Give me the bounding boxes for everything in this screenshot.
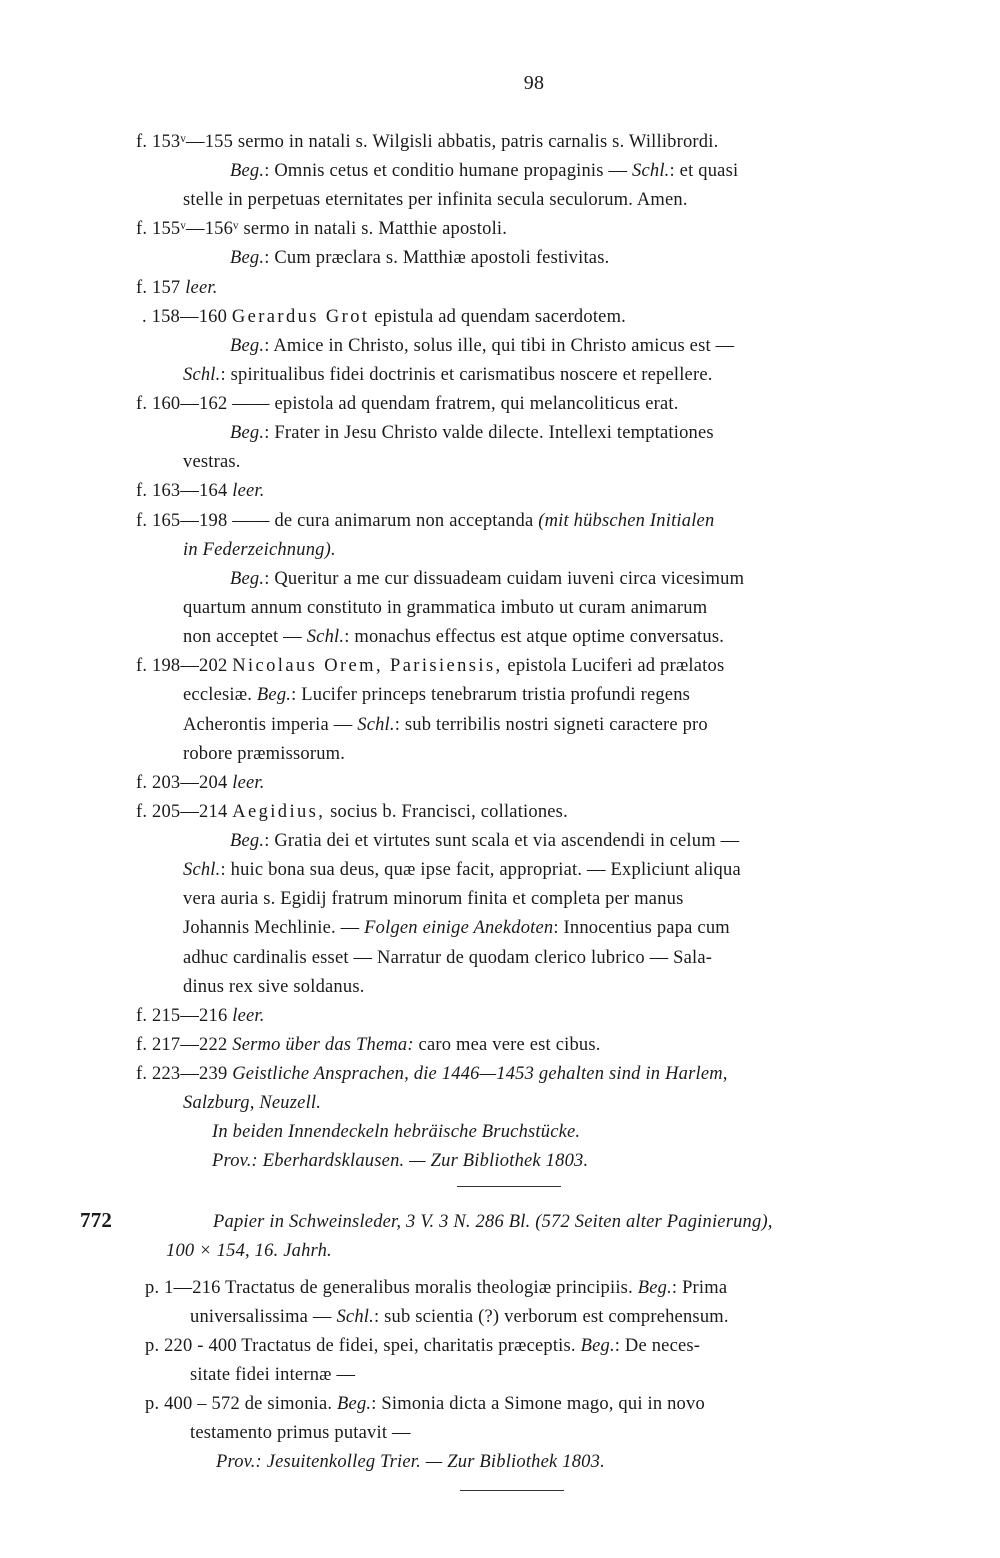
entry-line: Salzburg, Neuzell.	[183, 1093, 322, 1113]
entry-line: Schl.: spiritualibus fidei doctrinis et carismatibus noscere et repellere.	[183, 365, 713, 385]
entry-line: Beg.: Queritur a me cur dissuadeam cuidam iuveni circa vicesimum	[230, 569, 745, 589]
entry-line: Beg.: Frater in Jesu Christo valde dilecte. Intellexi temptationes	[230, 423, 714, 443]
entry-line: f. 163—164 leer.	[136, 481, 265, 501]
entry-line: sitate fidei internæ —	[190, 1365, 356, 1385]
entry-line: f. 217—222 Sermo über das Thema: caro mea vere est cibus.	[136, 1035, 601, 1055]
entry-line: . 158—160 Gerardus Grot epistula ad quendam sacerdotem.	[142, 307, 626, 327]
entry-line: f. 215—216 leer.	[136, 1006, 265, 1026]
entry-line: vestras.	[183, 452, 241, 472]
entry-line: Schl.: huic bona sua deus, quæ ipse facit, appropriat. — Expliciunt aliqua	[183, 860, 741, 880]
entry-line: f. 198—202 Nicolaus Orem, Parisiensis, epistola Luciferi ad prælatos	[136, 656, 725, 676]
entry-line: p. 400 – 572 de simonia. Beg.: Simonia dicta a Simone mago, qui in novo	[145, 1394, 705, 1414]
entry-line: Beg.: Gratia dei et virtutes sunt scala et via ascendendi in celum —	[230, 831, 740, 851]
entry-line: universalissima — Schl.: sub scientia (?) verborum est comprehensum.	[190, 1307, 729, 1327]
entry-line: in Federzeichnung).	[183, 540, 336, 560]
entry-line: robore præmissorum.	[183, 744, 346, 764]
entry-line: testamento primus putavit —	[190, 1423, 411, 1443]
entry-line: Prov.: Jesuitenkolleg Trier. — Zur Bibliothek 1803.	[216, 1452, 605, 1472]
entry-line: ecclesiæ. Beg.: Lucifer princeps tenebrarum tristia profundi regens	[183, 685, 691, 705]
section-divider	[460, 1490, 564, 1491]
entry-line: Prov.: Eberhardsklausen. — Zur Bibliothek 1803.	[212, 1151, 589, 1171]
entry-number: 772	[80, 1208, 113, 1232]
entry-line: f. 153ᵛ—155 sermo in natali s. Wilgisli abbatis, patris carnalis s. Willibrordi.	[136, 132, 719, 152]
entry-line: f. 160—162 —— epistola ad quendam fratrem, qui melancoliticus erat.	[136, 394, 679, 414]
entry-line: f. 203—204 leer.	[136, 773, 265, 793]
entry-line: Beg.: Omnis cetus et conditio humane propaginis — Schl.: et quasi	[230, 161, 739, 181]
entry-line: Johannis Mechlinie. — Folgen einige Anekdoten: Innocentius papa cum	[183, 918, 730, 938]
section-divider	[457, 1186, 561, 1187]
entry-line: Beg.: Cum præclara s. Matthiæ apostoli festivitas.	[230, 248, 610, 268]
entry-line: p. 1—216 Tractatus de generalibus moralis theologiæ principiis. Beg.: Prima	[145, 1278, 728, 1298]
entry-line: In beiden Innendeckeln hebräische Bruchstücke.	[212, 1122, 581, 1142]
entry-line: adhuc cardinalis esset — Narratur de quodam clerico lubrico — Sala-	[183, 948, 713, 968]
entry-line: Beg.: Amice in Christo, solus ille, qui tibi in Christo amicus est —	[230, 336, 735, 356]
entry-line: vera auria s. Egidij fratrum minorum finita et completa per manus	[183, 889, 684, 909]
entry-line: f. 223—239 Geistliche Ansprachen, die 1446—1453 gehalten sind in Harlem,	[136, 1064, 728, 1084]
entry-line: f. 157 leer.	[136, 278, 218, 298]
entry-line: f. 155ᵛ—156ᵛ sermo in natali s. Matthie apostoli.	[136, 219, 508, 239]
page-number: 98	[523, 72, 545, 94]
entry-line: Acherontis imperia — Schl.: sub terribilis nostri signeti caractere pro	[183, 715, 708, 735]
entry-header: Papier in Schweinsleder, 3 V. 3 N. 286 Bl. (572 Seiten alter Paginierung),	[213, 1212, 773, 1232]
entry-line: dinus rex sive soldanus.	[183, 977, 365, 997]
entry-line: quartum annum constituto in grammatica imbuto ut curam animarum	[183, 598, 708, 618]
entry-header: 100 × 154, 16. Jahrh.	[166, 1241, 332, 1261]
entry-line: f. 165—198 —— de cura animarum non acceptanda (mit hübschen Initialen	[136, 511, 715, 531]
entry-line: stelle in perpetuas eternitates per infinita secula seculorum. Amen.	[183, 190, 688, 210]
entry-line: f. 205—214 Aegidius, socius b. Francisci, collationes.	[136, 802, 568, 822]
entry-line: non acceptet — Schl.: monachus effectus est atque optime conversatus.	[183, 627, 725, 647]
entry-line: p. 220 - 400 Tractatus de fidei, spei, charitatis præceptis. Beg.: De neces-	[145, 1336, 701, 1356]
